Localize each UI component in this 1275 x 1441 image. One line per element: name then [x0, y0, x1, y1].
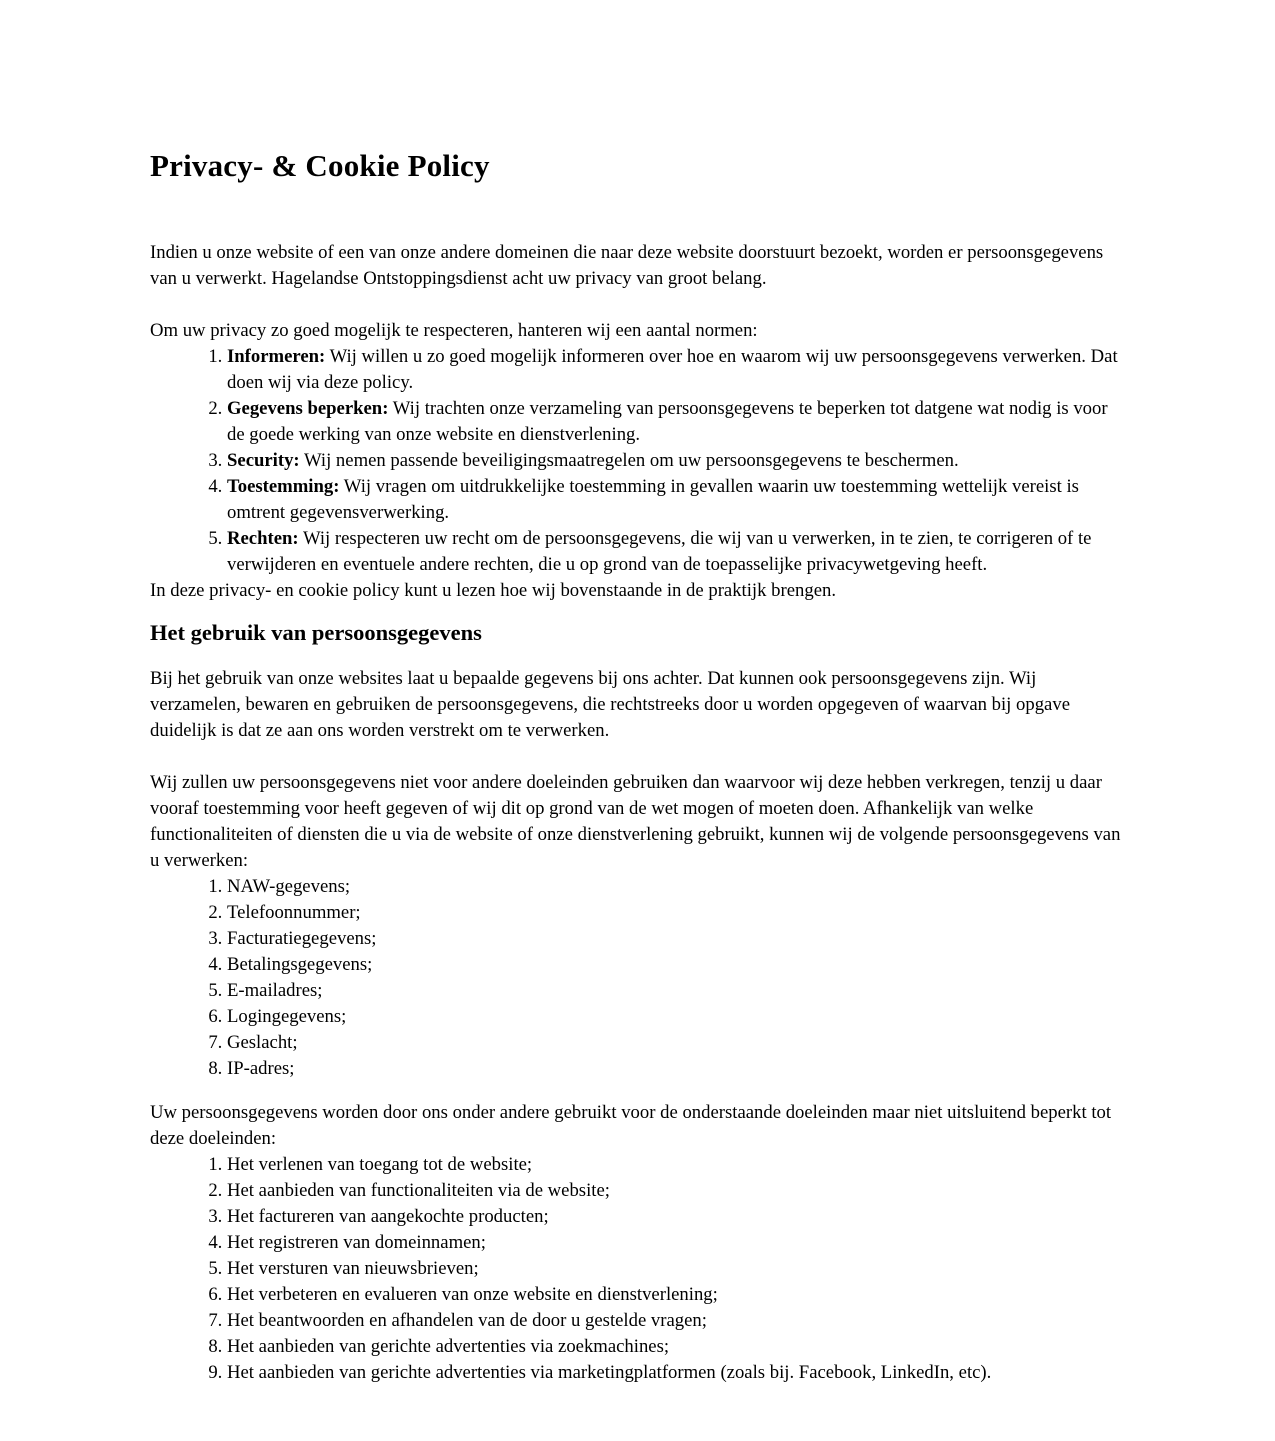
norms-item-text: Wij respecteren uw recht om de persoonsgegevens, die wij van u verwerken, in te zien, te corrigeren of te verwijderen en eventuele andere rechten, die u op grond van de toepasselijke privacywetgeving heeft. — [227, 528, 1092, 575]
personal-data-list — [150, 874, 1125, 1082]
personal-data-item: 6. Logingegevens; — [227, 1004, 1125, 1030]
purposes-item: 5. Het versturen van nieuwsbrieven; — [227, 1256, 1125, 1282]
norms-item-text: Wij vragen om uitdrukkelijke toestemming in gevallen waarin uw toestemming wettelijk vereist is omtrent gegevensverwerking. — [227, 476, 1079, 523]
purposes-intro-paragraph: Uw persoonsgegevens worden door ons onder andere gebruikt voor de onderstaande doeleinden maar niet uitsluitend beperkt tot deze doeleinden: — [150, 1102, 1112, 1149]
norms-list — [150, 344, 1125, 578]
norms-item — [227, 448, 1125, 474]
personal-data-item: 8. IP-adres; — [227, 1056, 1125, 1082]
personal-data-item: 3. Facturatiegegevens; — [227, 926, 1125, 952]
norms-intro-paragraph: Om uw privacy zo goed mogelijk te respecteren, hanteren wij een aantal normen: — [150, 320, 758, 341]
norms-item-label: Rechten: — [227, 528, 299, 549]
norms-item — [227, 526, 1125, 578]
norms-item-label: Toestemming: — [227, 476, 340, 497]
purposes-item: 4. Het registreren van domeinnamen; — [227, 1230, 1125, 1256]
purposes-item: 9. Het aanbieden van gerichte advertenties via marketingplatformen (zoals bij. Facebook, LinkedIn, etc). — [227, 1360, 1125, 1386]
purposes-item: 2. Het aanbieden van functionaliteiten via de website; — [227, 1178, 1125, 1204]
norms-item-text: Wij nemen passende beveiligingsmaatregelen om uw persoonsgegevens te beschermen. — [299, 450, 959, 471]
usage-paragraph-2: Wij zullen uw persoonsgegevens niet voor andere doeleinden gebruiken dan waarvoor wij deze hebben verkregen, tenzij u daar vooraf toestemming voor heeft gegeven of wij dit op grond van de wet mogen of moeten doen. Afhankelijk van welke functionaliteiten of diensten die u via de website of onze dienstverlening gebruikt, kunnen wij de volgende persoonsgegevens van u verwerken: — [150, 772, 1121, 871]
norms-item-label: Gegevens beperken: — [227, 398, 389, 419]
purposes-item: 6. Het verbeteren en evalueren van onze website en dienstverlening; — [227, 1282, 1125, 1308]
purposes-item: 8. Het aanbieden van gerichte advertenties via zoekmachines; — [227, 1334, 1125, 1360]
norms-outro-paragraph: In deze privacy- en cookie policy kunt u lezen hoe wij bovenstaande in de praktijk brengen. — [150, 580, 836, 601]
norms-item — [227, 474, 1125, 526]
purposes-item: 7. Het beantwoorden en afhandelen van de door u gestelde vragen; — [227, 1308, 1125, 1334]
intro-paragraph: Indien u onze website of een van onze andere domeinen die naar deze website doorstuurt bezoekt, worden er persoonsgegevens van u verwerkt. Hagelandse Ontstoppingsdienst acht uw privacy van groot belang. — [150, 242, 1104, 289]
personal-data-item: 1. NAW-gegevens; — [227, 874, 1125, 900]
section-heading: Het gebruik van persoonsgegevens — [150, 620, 482, 645]
usage-paragraph-1: Bij het gebruik van onze websites laat u bepaalde gegevens bij ons achter. Dat kunnen ook persoonsgegevens zijn. Wij verzamelen, bewaren en gebruiken de persoonsgegevens, die rechtstreeks door u worden opgegeven of waarvan bij opgave duidelijk is dat ze aan ons worden verstrekt om te verwerken. — [150, 668, 1070, 741]
page-title: Privacy- & Cookie Policy — [150, 148, 490, 183]
norms-item — [227, 344, 1125, 396]
norms-item-label: Security: — [227, 450, 300, 471]
purposes-list — [150, 1152, 1125, 1386]
norms-item-text: Wij trachten onze verzameling van persoonsgegevens te beperken tot datgene wat nodig is voor de goede werking van onze website en dienstverlening. — [227, 398, 1108, 445]
purposes-item: 1. Het verlenen van toegang tot de website; — [227, 1152, 1125, 1178]
personal-data-item: 2. Telefoonnummer; — [227, 900, 1125, 926]
personal-data-item: 5. E-mailadres; — [227, 978, 1125, 1004]
personal-data-item: 7. Geslacht; — [227, 1030, 1125, 1056]
norms-item — [227, 396, 1125, 448]
norms-item-text: Wij willen u zo goed mogelijk informeren over hoe en waarom wij uw persoonsgegevens verwerken. Dat doen wij via deze policy. — [227, 346, 1118, 393]
personal-data-item: 4. Betalingsgegevens; — [227, 952, 1125, 978]
purposes-item: 3. Het factureren van aangekochte producten; — [227, 1204, 1125, 1230]
norms-item-label: Informeren: — [227, 346, 326, 367]
